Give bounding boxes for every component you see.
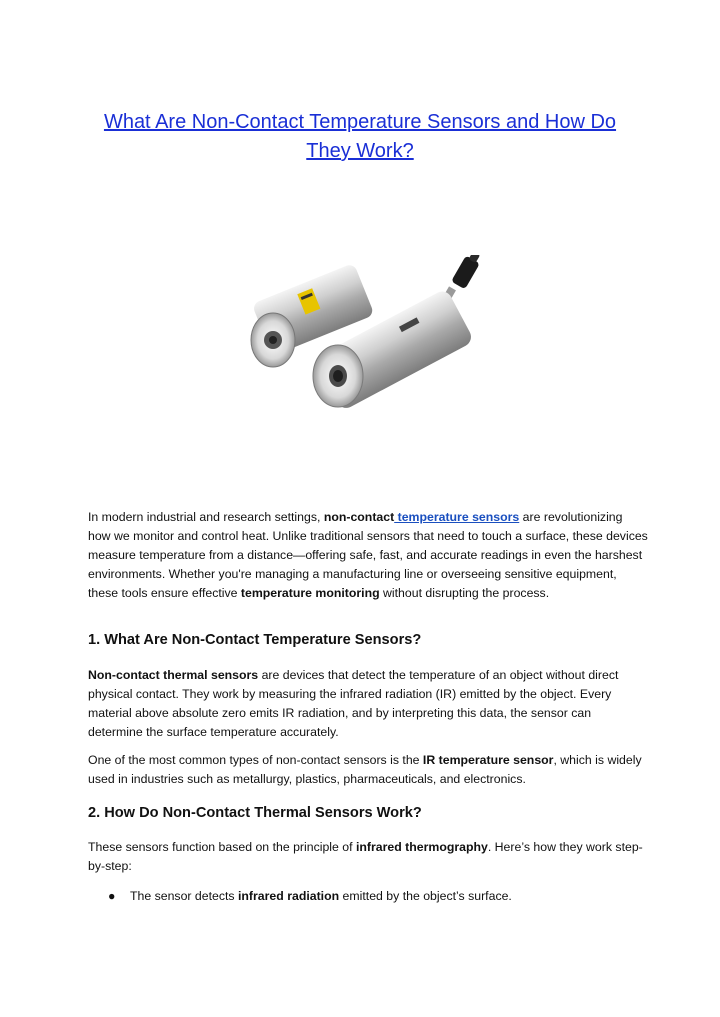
section1-paragraph-2 bbox=[88, 751, 648, 789]
bullet-icon: ● bbox=[108, 889, 116, 903]
section1-p2-text-2: , which is widely used in industries such as metallurgy, plastics, pharmaceuticals, and electronics. bbox=[88, 753, 642, 786]
intro-bold-2: temperature monitoring bbox=[240, 586, 380, 600]
bullet1-bold: infrared radiation bbox=[238, 889, 340, 903]
section1-p2-bold: IR temperature sensor bbox=[422, 753, 554, 767]
section1-paragraph-1 bbox=[88, 666, 648, 742]
section2-p1-text-2: . Here’s how they work step-by-step: bbox=[88, 840, 643, 873]
bullet-text bbox=[130, 887, 512, 906]
bullet1-text-1: The sensor detects bbox=[130, 889, 238, 903]
section1-p2-text-1: One of the most common types of non-contact sensors is the bbox=[88, 753, 423, 767]
page-title-line2[interactable]: They Work? bbox=[306, 140, 414, 162]
bullet1-text-2: emitted by the object’s surface. bbox=[339, 889, 512, 903]
intro-bold-1: non-contact bbox=[323, 510, 395, 524]
section1-p1-bold: Non-contact thermal sensors bbox=[88, 668, 259, 682]
intro-text-2: are revolutionizing how we monitor and control heat. Unlike traditional sensors that need to touch a surface, these devices measure temperature from a distance—offering safe, fast, and accurate readings in even the harshest environments. Whether you're managing a manufacturing line or overseeing sensitive equipment, these tools ensure effective bbox=[88, 510, 648, 600]
section1-p1-text: are devices that detect the temperature of an object without direct physical contact. They work by measuring the infrared radiation (IR) emitted by the object. Every material above absolute zero emits IR radiation, and by interpreting this data, the sensor can determine the surface temperature accurately. bbox=[88, 668, 619, 739]
page-title-line1[interactable]: What Are Non-Contact Temperature Sensors and How Do bbox=[103, 111, 617, 133]
intro-text-3: without disrupting the process. bbox=[379, 586, 550, 600]
section2-p1-text-1: These sensors function based on the principle of bbox=[88, 840, 356, 854]
page-title[interactable] bbox=[60, 108, 660, 166]
section2-paragraph-1 bbox=[88, 838, 648, 876]
intro-paragraph bbox=[88, 508, 648, 603]
section1-heading: 1. What Are Non-Contact Temperature Sensors? bbox=[88, 632, 422, 648]
section2-p1-bold: infrared thermography bbox=[355, 840, 488, 854]
temperature-sensors-link[interactable]: temperature sensors bbox=[394, 510, 520, 524]
section2-heading: 2. How Do Non-Contact Thermal Sensors Work? bbox=[88, 805, 422, 821]
intro-text-1: In modern industrial and research settings, bbox=[88, 510, 324, 524]
ir-temperature-sensors-image bbox=[240, 255, 500, 415]
